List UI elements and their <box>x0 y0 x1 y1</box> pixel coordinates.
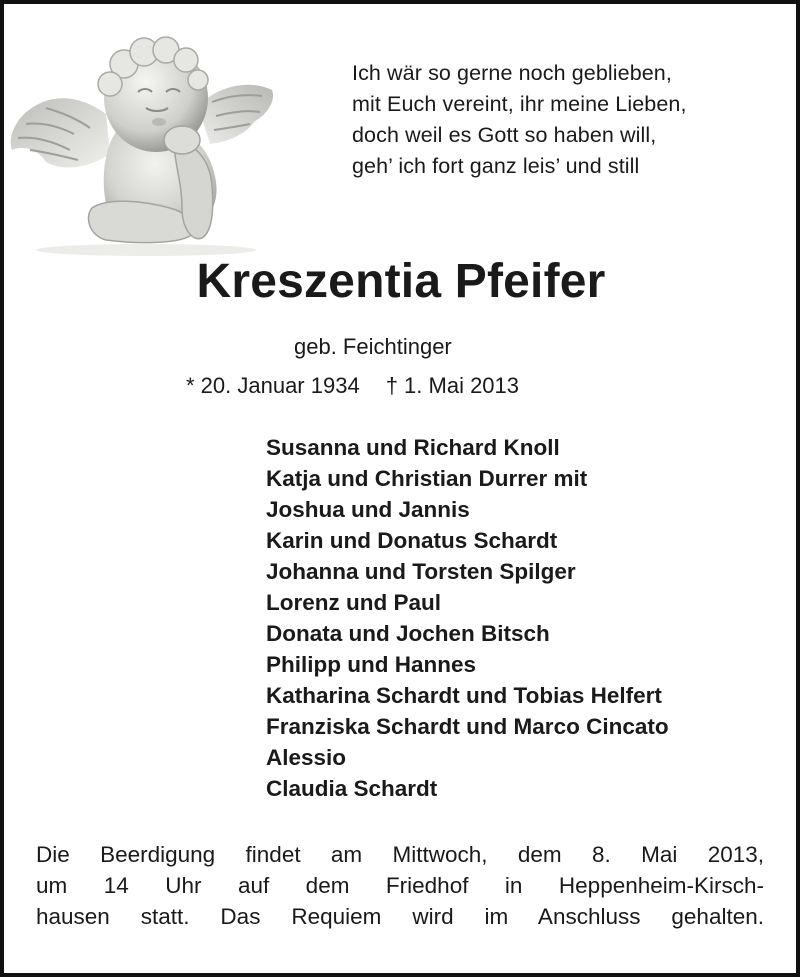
funeral-notice <box>36 839 764 932</box>
deceased-name: Kreszentia Pfeifer <box>196 255 606 308</box>
funeral-notice-line: Die Beerdigung findet am Mittwoch, dem 8. Mai 2013, <box>36 842 764 867</box>
mourner-entry: Franziska Schardt und Marco Cincato <box>266 714 669 739</box>
mourner-entry: Lorenz und Paul <box>266 590 442 615</box>
poem-line: Ich wär so gerne noch geblieben, <box>352 61 672 85</box>
funeral-notice-line: um 14 Uhr auf dem Friedhof in Heppenheim-Kirsch- <box>36 873 764 898</box>
mourner-entry: Katharina Schardt und Tobias Helfert <box>266 683 662 708</box>
poem-line: doch weil es Gott so haben will, <box>352 123 657 147</box>
mourner-entry: Katja und Christian Durrer mit <box>266 466 588 491</box>
funeral-notice-line: hausen statt. Das Requiem wird im Anschluss gehalten. <box>36 904 764 929</box>
angel-hand <box>164 126 200 154</box>
maiden-name: geb. Feichtinger <box>294 334 452 359</box>
left-wing <box>11 98 110 167</box>
angel-figurine-image <box>6 22 278 262</box>
birth-date: * 20. Januar 1934 <box>186 373 360 398</box>
poem-line: geh’ ich fort ganz leis’ und still <box>352 154 640 178</box>
death-date: † 1. Mai 2013 <box>385 373 520 398</box>
mourner-entry: Susanna und Richard Knoll <box>266 435 560 460</box>
mourner-entry: Karin und Donatus Schardt <box>266 528 558 553</box>
poem-verse <box>352 58 687 182</box>
poem-line: mit Euch vereint, ihr meine Lieben, <box>352 92 687 116</box>
mourner-entry: Joshua und Jannis <box>266 497 470 522</box>
life-dates <box>186 373 519 399</box>
mourner-entry: Philipp und Hannes <box>266 652 477 677</box>
mourner-entry: Alessio <box>266 745 347 770</box>
right-wing <box>198 85 273 144</box>
mourner-entry: Johanna und Torsten Spilger <box>266 559 576 584</box>
mourner-entry: Donata und Jochen Bitsch <box>266 621 550 646</box>
mourner-entry: Claudia Schardt <box>266 776 438 801</box>
mourners-list <box>266 432 669 804</box>
